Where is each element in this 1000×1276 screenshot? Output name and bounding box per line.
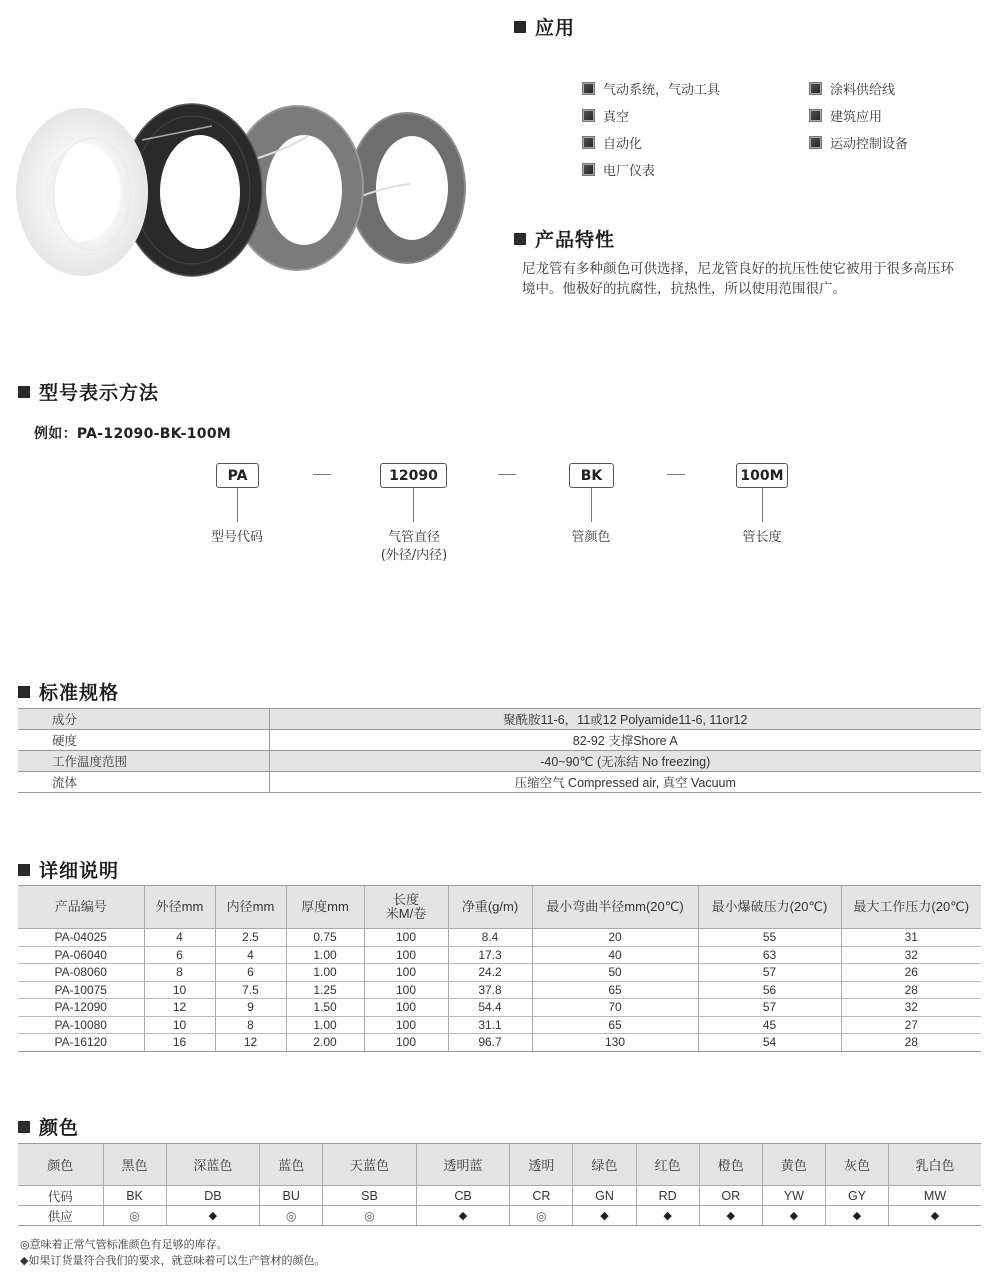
table-cell: 56 xyxy=(698,981,841,999)
square-bullet-icon xyxy=(514,21,526,33)
table-cell: 6 xyxy=(215,964,286,982)
white-coil xyxy=(16,108,148,276)
model-code-label xyxy=(365,529,463,565)
table-cell: 4 xyxy=(215,946,286,964)
color-code-cell: OR xyxy=(699,1186,762,1206)
color-code-cell: YW xyxy=(762,1186,825,1206)
table-cell: 28 xyxy=(841,981,981,999)
supply-symbol-cell: ◆ xyxy=(762,1206,825,1226)
checkbox-icon xyxy=(582,163,595,176)
color-name-cell: 灰色 xyxy=(825,1144,888,1186)
table-cell: 100 xyxy=(364,1016,448,1034)
table-cell: 100 xyxy=(364,981,448,999)
model-code-box: 12090 xyxy=(380,463,447,488)
square-bullet-icon xyxy=(18,1121,30,1133)
features-description: 尼龙管有多种颜色可供选择，尼龙管良好的抗压性使它被用于很多高压环境中。他极好的抗腐性，抗热性，所以使用范围很广。 xyxy=(522,261,954,297)
features-section-title xyxy=(514,225,615,252)
application-item xyxy=(582,79,720,98)
note-custom-order: ◆如果订货量符合我们的要求，就意味着可以生产管材的颜色。 xyxy=(20,1254,326,1267)
table-cell: 28 xyxy=(841,1034,981,1052)
model-code-label: 管颜色 xyxy=(571,530,611,545)
diameter-sublabel: (外径/内径) xyxy=(380,548,448,563)
table-cell: 4 xyxy=(144,929,215,947)
color-name-cell: 橙色 xyxy=(699,1144,762,1186)
color-name-cell: 黑色 xyxy=(103,1144,166,1186)
table-cell: 0.75 xyxy=(286,929,364,947)
spec-value: 82-92 支撑Shore A xyxy=(269,730,981,751)
column-header: 内径mm xyxy=(215,886,286,929)
square-bullet-icon xyxy=(18,686,30,698)
model-code-box: 100M xyxy=(736,463,788,488)
table-cell: 32 xyxy=(841,999,981,1017)
separator-dash xyxy=(313,474,331,475)
spec-value: 压缩空气 Compressed air, 真空 Vacuum xyxy=(269,772,981,793)
table-cell: 54 xyxy=(698,1034,841,1052)
supply-symbol-cell: ◆ xyxy=(573,1206,636,1226)
column-header: 最小爆破压力(20℃) xyxy=(698,886,841,929)
model-code-label: 管长度 xyxy=(742,530,782,545)
supply-symbol-cell: ◎ xyxy=(510,1206,573,1226)
application-item xyxy=(809,79,895,98)
spec-key: 工作温度范围 xyxy=(18,751,269,772)
table-cell: PA-10080 xyxy=(18,1016,144,1034)
table-row xyxy=(18,751,981,772)
color-name-cell: 蓝色 xyxy=(260,1144,323,1186)
table-cell: PA-12090 xyxy=(18,999,144,1017)
table-cell: 65 xyxy=(532,981,698,999)
application-label: 电厂仪表 xyxy=(603,164,656,179)
table-cell: PA-16120 xyxy=(18,1034,144,1052)
spec-key: 硬度 xyxy=(18,730,269,751)
application-item xyxy=(582,106,629,125)
detail-table xyxy=(18,885,981,1052)
table-cell: 31.1 xyxy=(448,1016,532,1034)
table-cell: 63 xyxy=(698,946,841,964)
spec-key: 流体 xyxy=(18,772,269,793)
table-cell: 130 xyxy=(532,1034,698,1052)
color-code-row xyxy=(18,1186,981,1206)
model-example: 例如：PA-12090-BK-100M xyxy=(34,426,232,442)
column-header: 最小弯曲半径mm(20℃) xyxy=(532,886,698,929)
color-code-cell: MW xyxy=(889,1186,981,1206)
table-cell: 12 xyxy=(215,1034,286,1052)
supply-symbol-cell: ◆ xyxy=(166,1206,260,1226)
table-row xyxy=(18,730,981,751)
color-code-cell: GN xyxy=(573,1186,636,1206)
note-standard-stock: ◎意味着正常气管标准颜色有足够的库存。 xyxy=(20,1238,228,1251)
color-name-row xyxy=(18,1144,981,1186)
supply-symbol-cell: ◆ xyxy=(699,1206,762,1226)
table-cell: 100 xyxy=(364,964,448,982)
application-item xyxy=(809,106,882,125)
color-code-cell: GY xyxy=(825,1186,888,1206)
checkbox-icon xyxy=(809,82,822,95)
square-bullet-icon xyxy=(18,864,30,876)
table-cell: 16 xyxy=(144,1034,215,1052)
color-name-cell: 深蓝色 xyxy=(166,1144,260,1186)
table-cell: 20 xyxy=(532,929,698,947)
color-code-cell: RD xyxy=(636,1186,699,1206)
color-name-cell: 透明 xyxy=(510,1144,573,1186)
table-cell: 7.5 xyxy=(215,981,286,999)
table-cell: 32 xyxy=(841,946,981,964)
color-name-cell: 黄色 xyxy=(762,1144,825,1186)
table-cell: 8.4 xyxy=(448,929,532,947)
table-cell: PA-04025 xyxy=(18,929,144,947)
table-header-row xyxy=(18,886,981,929)
model-title-text: 型号表示方法 xyxy=(39,382,160,404)
supply-symbol-cell: ◎ xyxy=(260,1206,323,1226)
application-title-text: 应用 xyxy=(535,17,576,39)
table-cell: 12 xyxy=(144,999,215,1017)
table-cell: 10 xyxy=(144,981,215,999)
checkbox-icon xyxy=(582,136,595,149)
supply-symbol-cell: ◎ xyxy=(103,1206,166,1226)
table-row xyxy=(18,1016,981,1034)
color-code-cell: SB xyxy=(323,1186,417,1206)
color-supply-row xyxy=(18,1206,981,1226)
table-cell: 37.8 xyxy=(448,981,532,999)
color-name-cell: 透明蓝 xyxy=(416,1144,510,1186)
table-cell: 70 xyxy=(532,999,698,1017)
table-row xyxy=(18,999,981,1017)
column-header: 厚度mm xyxy=(286,886,364,929)
application-label: 自动化 xyxy=(603,137,643,152)
color-name-cell: 天蓝色 xyxy=(323,1144,417,1186)
checkbox-icon xyxy=(582,109,595,122)
connector-line xyxy=(591,488,592,522)
supply-symbol-cell: ◎ xyxy=(323,1206,417,1226)
color-code-cell: CB xyxy=(416,1186,510,1206)
application-item xyxy=(582,133,642,152)
connector-line xyxy=(413,488,414,522)
table-cell: 100 xyxy=(364,1034,448,1052)
table-row xyxy=(18,1034,981,1052)
color-table xyxy=(18,1143,981,1226)
detail-title-text: 详细说明 xyxy=(39,860,120,882)
model-code-box: BK xyxy=(569,463,614,488)
column-header: 最大工作压力(20℃) xyxy=(841,886,981,929)
checkbox-icon xyxy=(582,82,595,95)
standard-spec-table xyxy=(18,708,981,793)
table-cell: 17.3 xyxy=(448,946,532,964)
table-cell: PA-10075 xyxy=(18,981,144,999)
model-section-title xyxy=(18,378,159,405)
standard-title-text: 标准规格 xyxy=(39,682,120,704)
application-label: 真空 xyxy=(603,110,630,125)
table-cell: 100 xyxy=(364,999,448,1017)
checkbox-icon xyxy=(809,136,822,149)
table-cell: 100 xyxy=(364,946,448,964)
length-header-line2: 米M/卷 xyxy=(385,906,427,921)
connector-line xyxy=(762,488,763,522)
table-cell: 57 xyxy=(698,999,841,1017)
table-cell: 1.00 xyxy=(286,1016,364,1034)
square-bullet-icon xyxy=(18,386,30,398)
table-cell: 1.00 xyxy=(286,964,364,982)
product-coils-image xyxy=(12,92,472,292)
table-cell: 9 xyxy=(215,999,286,1017)
table-row xyxy=(18,772,981,793)
separator-dash xyxy=(498,474,516,475)
gray-coil-light xyxy=(349,113,465,263)
supply-symbol-cell: ◆ xyxy=(889,1206,981,1226)
table-cell: 24.2 xyxy=(448,964,532,982)
table-row xyxy=(18,946,981,964)
color-name-cell: 乳白色 xyxy=(889,1144,981,1186)
checkbox-icon xyxy=(809,109,822,122)
table-cell: 8 xyxy=(215,1016,286,1034)
application-item xyxy=(809,133,908,152)
table-cell: PA-06040 xyxy=(18,946,144,964)
table-cell: 57 xyxy=(698,964,841,982)
spec-value: 聚酰胺11-6，11或12 Polyamide11-6, 11or12 xyxy=(269,709,981,730)
column-header: 产品编号 xyxy=(18,886,144,929)
table-cell: 1.25 xyxy=(286,981,364,999)
table-row xyxy=(18,929,981,947)
table-cell: 50 xyxy=(532,964,698,982)
features-title-text: 产品特性 xyxy=(535,229,616,251)
table-cell: 65 xyxy=(532,1016,698,1034)
application-label: 运动控制设备 xyxy=(830,137,909,152)
supply-symbol-cell: ◆ xyxy=(416,1206,510,1226)
table-cell: 6 xyxy=(144,946,215,964)
detail-section-title xyxy=(18,856,119,883)
column-header xyxy=(364,886,448,929)
row-label: 颜色 xyxy=(18,1144,103,1186)
square-bullet-icon xyxy=(514,233,526,245)
table-cell: 100 xyxy=(364,929,448,947)
table-cell: 8 xyxy=(144,964,215,982)
table-row xyxy=(18,981,981,999)
color-name-cell: 绿色 xyxy=(573,1144,636,1186)
supply-symbol-cell: ◆ xyxy=(825,1206,888,1226)
table-cell: 54.4 xyxy=(448,999,532,1017)
separator-dash xyxy=(667,474,685,475)
model-code-label: 型号代码 xyxy=(210,530,263,545)
table-cell: 96.7 xyxy=(448,1034,532,1052)
table-cell: 1.00 xyxy=(286,946,364,964)
color-code-cell: DB xyxy=(166,1186,260,1206)
table-cell: 27 xyxy=(841,1016,981,1034)
column-header: 净重(g/m) xyxy=(448,886,532,929)
diameter-label: 气管直径 xyxy=(387,530,440,545)
table-cell: 45 xyxy=(698,1016,841,1034)
spec-key: 成分 xyxy=(18,709,269,730)
color-name-cell: 红色 xyxy=(636,1144,699,1186)
spec-value: -40~90℃ (无冻结 No freezing) xyxy=(269,751,981,772)
table-cell: 1.50 xyxy=(286,999,364,1017)
color-title-text: 颜色 xyxy=(39,1117,80,1139)
table-row xyxy=(18,964,981,982)
table-cell: 31 xyxy=(841,929,981,947)
color-code-cell: BU xyxy=(260,1186,323,1206)
column-header: 外径mm xyxy=(144,886,215,929)
table-cell: 26 xyxy=(841,964,981,982)
color-code-cell: CR xyxy=(510,1186,573,1206)
color-section-title xyxy=(18,1113,79,1140)
application-label: 涂料供给线 xyxy=(830,83,896,98)
supply-symbol-cell: ◆ xyxy=(636,1206,699,1226)
row-label: 供应 xyxy=(18,1206,103,1226)
table-cell: 2.5 xyxy=(215,929,286,947)
table-cell: 2.00 xyxy=(286,1034,364,1052)
connector-line xyxy=(237,488,238,522)
model-code-box: PA xyxy=(216,463,259,488)
table-row xyxy=(18,709,981,730)
application-section-title xyxy=(514,13,575,40)
table-cell: 40 xyxy=(532,946,698,964)
application-label: 建筑应用 xyxy=(830,110,883,125)
application-item xyxy=(582,160,655,179)
standard-section-title xyxy=(18,678,119,705)
application-label: 气动系统，气动工具 xyxy=(603,83,721,98)
length-header-line1: 长度 xyxy=(392,892,419,907)
table-cell: PA-08060 xyxy=(18,964,144,982)
table-cell: 55 xyxy=(698,929,841,947)
row-label: 代码 xyxy=(18,1186,103,1206)
color-code-cell: BK xyxy=(103,1186,166,1206)
table-cell: 10 xyxy=(144,1016,215,1034)
